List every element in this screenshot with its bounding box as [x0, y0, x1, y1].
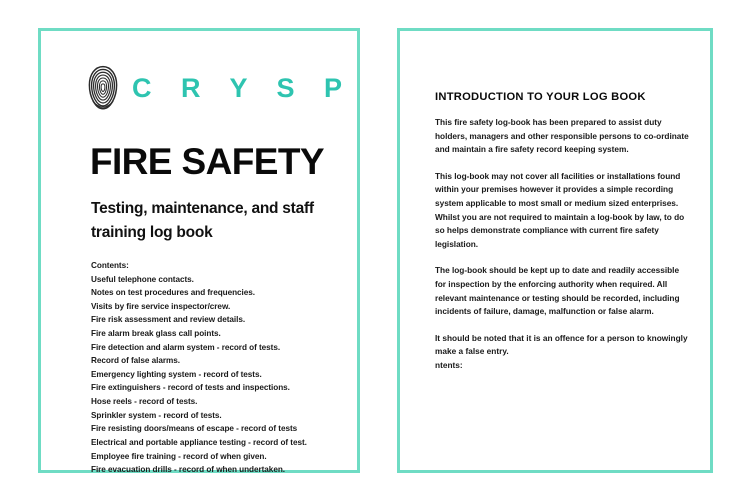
list-item: Useful telephone contacts. [91, 274, 194, 284]
brand-wordmark: C R Y S P [132, 72, 354, 103]
list-item: Hose reels - record of tests. [91, 397, 198, 407]
brand-lockup [88, 65, 353, 111]
list-item: Notes on test procedures and frequencies. [91, 288, 256, 298]
list-item: Electrical and portable appliance testing - record of test. [91, 437, 307, 447]
cover-page [38, 28, 360, 473]
paragraph: This log-book may not cover all facilities or installations found within your premises however it provides a simple recording system applicable to most small or medium sized enterprises. Whilst you are not required to maintain a log-book by law, to do so helps demonstrate compliance with current fire safety legislation. [435, 170, 685, 249]
list-item: Fire resisting doors/means of escape - record of tests [91, 424, 298, 434]
contents-heading: Contents: [91, 261, 129, 270]
list-item: Emergency lighting system - record of tests. [91, 369, 262, 379]
fingerprint-icon [88, 65, 118, 111]
introduction-page [397, 28, 713, 473]
list-item: Fire risk assessment and review details. [91, 315, 246, 325]
list-item: Fire alarm break glass call points. [91, 329, 221, 339]
list-item: Fire extinguishers - record of tests and inspections. [91, 383, 290, 393]
introduction-body [435, 116, 689, 373]
contents-list [91, 259, 353, 477]
paragraph: It should be noted that it is an offence for a person to knowingly make a false entry. [435, 332, 688, 357]
list-item: Employee fire training - record of when given. [91, 451, 267, 461]
paragraph: The log-book should be kept up to date and readily accessible for inspection by the enforcing authority when required. All relevant maintenance or testing should be recorded, including incidents of failure, damage, malfunction or false alarm. [435, 265, 680, 317]
page-title: FIRE SAFETY [90, 141, 324, 182]
paragraph: This fire safety log-book has been prepared to assist duty holders, managers and other responsible persons to co-ordinate and maintain a fire safety record keeping system. [435, 117, 689, 155]
list-item: Fire detection and alarm system - record of tests. [91, 342, 281, 352]
section-heading: INTRODUCTION TO YOUR LOG BOOK [435, 91, 646, 103]
cover-subtitle: Testing, maintenance, and staff training log book [91, 200, 314, 242]
list-item: Record of false alarms. [91, 356, 180, 366]
trailing-fragment: ntents: [435, 359, 463, 370]
list-item: Sprinkler system - record of tests. [91, 410, 222, 420]
list-item: Visits by fire service inspector/crew. [91, 301, 231, 311]
list-item: Fire evacuation drills - record of when undertaken. [91, 465, 285, 475]
